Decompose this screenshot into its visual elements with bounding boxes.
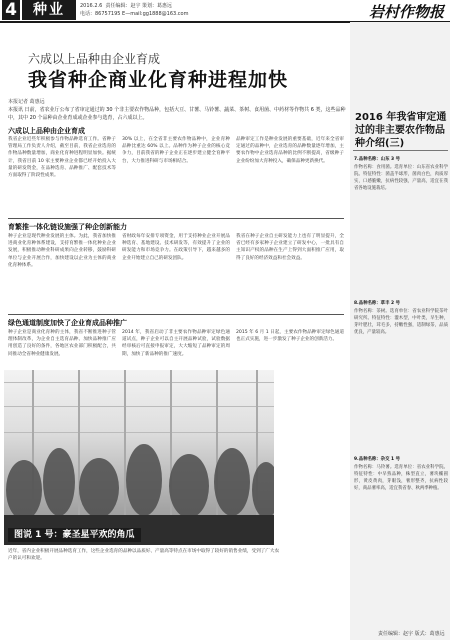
- section-divider: [8, 314, 344, 315]
- section-name: 种业: [22, 0, 76, 20]
- newspaper-logo: 岩村作物报: [368, 3, 444, 21]
- sidebar-title: 2016 年我省审定通过的非主要农作物品种介绍(三): [355, 112, 447, 149]
- page-number: 4: [2, 0, 20, 20]
- body-paragraph: 种子企业是商业化育种的主体，我省不断推进种子管理体制改革，为企业自主选育品种、加快品种推广应用创造了良好的条件，各地区农业部门积极配合，共同推动全省种业健康发展。: [8, 330, 116, 357]
- vine-foliage: [4, 370, 274, 545]
- contact-line: 电话：86757195 E—mail:gg1888@163.com: [80, 11, 189, 17]
- entry-name: 9.品种名称：杂交 1 号: [354, 457, 400, 462]
- sidebar-divider: [353, 150, 448, 151]
- entry-body: 作物名称：茶树。选育单位：省农业科学院茶叶研究所。特征特性：灌木型，中叶类，早生种，芽叶肥壮，茸毛多，持嫩性强，适制绿茶，品质优良，产量较高。: [354, 309, 448, 335]
- section-head-1: 六成以上品种由企业育成: [8, 127, 85, 135]
- section-head-2: 育繁推一体化链设施强了种企创新能力: [8, 223, 127, 231]
- body-paragraph: 我省在种子企业自主研发能力上也有了明显提升，全省已经有多家种子企业建立了研发中心，一批具有自主知识产权的品种在生产上得到大面积推广应用，取得了良好的经济效益和社会效益。: [236, 234, 344, 261]
- body-paragraph: 省财政每年安排专项资金，用于支持种业企业开展品种选育、基地建设、技术研发等，有效提升了企业的研发能力和市场竞争力。在政策引导下，越来越多的企业开始建立自己的研发团队。: [122, 234, 230, 261]
- body-paragraph: 2014 年，我省启动了非主要农作物品种审定绿色通道试点，种子企业可以自主开展品种试验，试验数据经审核后可直接申报审定，大大缩短了品种审定的周期，加快了新品种的推广速度。: [122, 330, 230, 357]
- photo-caption: 图说 1 号：豪圣星平欢的角瓜: [8, 528, 141, 542]
- entry-name: 8.品种名称：草丰 2 号: [354, 301, 400, 306]
- section-divider: [8, 218, 344, 219]
- issue-meta: [80, 2, 172, 9]
- article-lead: 本报讯 日前，省农业厅公布了省审定通过的 30 个非主要农作物品种，包括大豆、甘薯、马铃薯、蔬菜、茶树、食用菌、中药材等作物共 6 类，这些品种中，其中 20 个品种由企业育成或企业参与选育，占六成以上。: [8, 107, 346, 121]
- article-headline: 我省种企商业化育种进程加快: [28, 69, 289, 91]
- body-paragraph: 我省企业近些年积极参与作物品种选育工作。省种子管理局工作负责人介绍，截至目前，我省企业选育的作物品种数量增加，商业化育种进程明显加快。据统计，我省目前 10 家主要种业企业都已经开始投入大量的研发资金，在品种选育、品种推广、配套技术等方面取得了阶段性成果。: [8, 137, 116, 179]
- entry-body: 作物名称：食用菌。选育单位：山东省农业科学院。特征特性：菌盖半球形，菌肉白色，肉质厚实，口感脆嫩，抗病性较强，产量高，适宜在我省各地设施栽培。: [354, 165, 448, 191]
- body-paragraph: 种子企业是现代种业发展的主体。为此，我省加快推进商业化育种体系建设，支持育繁推一体化种业企业发展，积极推动种业科研成果向企业转移，鼓励科研单位与企业开展合作，加快建设以企业为主体的商业化育种体系。: [8, 234, 116, 268]
- masthead: [0, 0, 450, 20]
- body-paragraph: 2015 年 6 月 1 日起，主要农作物品种审定绿色通道也正式实施，进一步激发了种子企业的创新活力。: [236, 330, 344, 343]
- issue-date: 2016.2.6: [80, 3, 103, 9]
- editor-credit: 责任编辑：赵宇 版式：葛惠远: [378, 631, 445, 637]
- article-subtitle: 六成以上品种由企业育成: [28, 52, 161, 66]
- article-byline: 本报记者 葛惠远: [8, 99, 45, 105]
- entry-body: 作物名称：马铃薯。选育单位：省农业科学院。特征特性：中早熟品种，株型直立，薯块椭圆形，黄皮黄肉，芽眼浅，薯形整齐，抗病性较好，商品薯率高，适宜我省春、秋两季种植。: [354, 465, 448, 491]
- editor-line: 责任编辑：赵宇 策划：葛惠远: [105, 3, 173, 9]
- body-paragraph: 30% 以上，在全省非主要农作物品种中，企业育种品种比重达 60% 以上。品种作为种子企业的核心竞争力，目前我省的种子企业正在逐步建立健全育种平台，大力推进科研与市场相结合。: [122, 137, 230, 164]
- greenhouse-photo: [4, 370, 274, 545]
- body-paragraph: 品种审定工作是种业发展的重要基础，近年来全省审定通过的品种中，企业选育的品种数量逐年增加，主要农作物中企业选育品种的比例不断提高，省级种子企业纷纷加大育种投入，确保品种更新换代。: [236, 137, 344, 164]
- photo-footnote: 近年，省内企业积极开展品种选育工作，这些企业选育的品种以品质好、产量高等特点在市场中取得了较好的销售业绩，受到了广大农户的认可和欢迎。: [8, 549, 280, 562]
- entry-name: 7.品种名称：山东 3 号: [354, 157, 400, 162]
- section-head-3: 绿色通道制度加快了企业育成品种推广: [8, 319, 127, 327]
